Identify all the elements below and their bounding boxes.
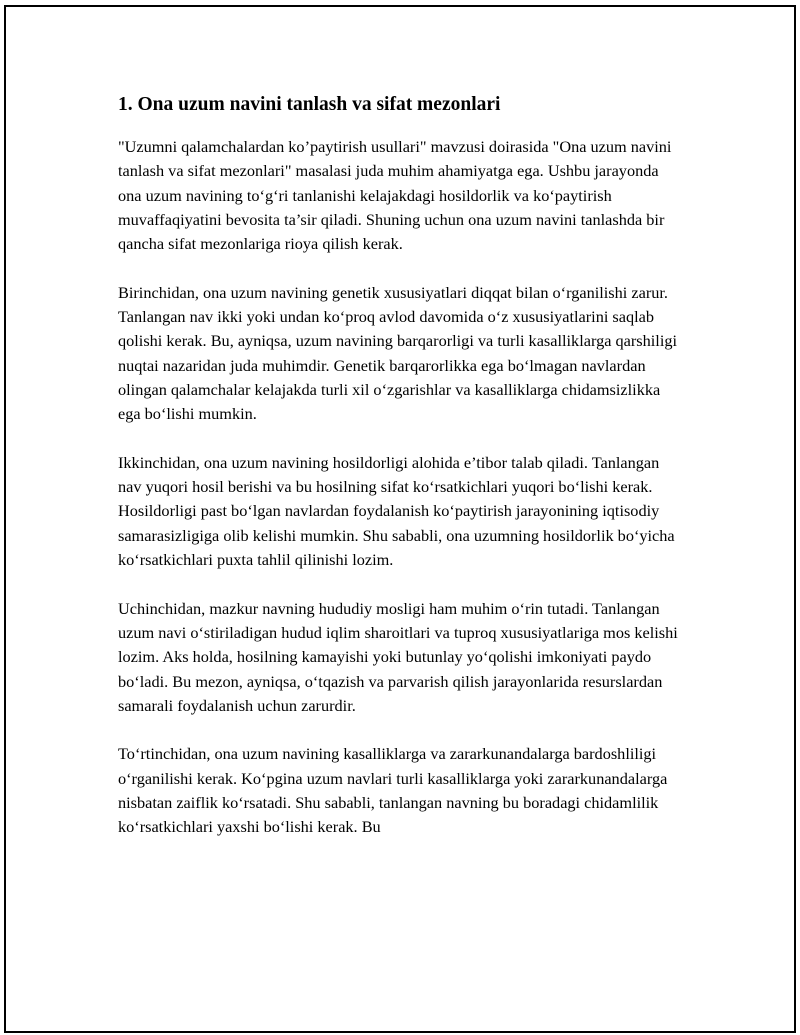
paragraph-second-criterion: Ikkinchidan, ona uzum navining hosildorligi alohida e’tibor talab qiladi. Tanlangan nav yuqori hosil berishi va bu hosilning sifat ko‘rsatkichlari yuqori bo‘lishi kerak. Hosildorligi past bo‘lgan navlardan foydalanish ko‘paytirish jarayonining iqtisodiy samarasizligiga olib kelishi mumkin. Shu sababli, ona uzumning hosildorlik bo‘yicha ko‘rsatkichlari puxta tahlil qilinishi lozim. — [118, 452, 675, 570]
paragraph-intro: "Uzumni qalamchalardan ko’paytirish usullari" mavzusi doirasida "Ona uzum navini tanlash va sifat mezonlari" masalasi juda muhim ahamiyatga ega. Ushbu jarayonda ona uzum navining to‘g‘ri tanlanishi kelajakdagi hosildorlik va ko‘paytirish muvaffaqiyatini bevosita ta’sir qiladi. Shuning uchun ona uzum navini tanlashda bir qancha sifat mezonlariga rioya qilish kerak. — [118, 137, 672, 254]
paragraph-first-criterion: Birinchidan, ona uzum navining genetik xususiyatlari diqqat bilan o‘rganilishi zarur. Tanlangan nav ikki yoki undan ko‘proq avlod davomida o‘z xususiyatlarini saqlab qolishi kerak. Bu, ayniqsa, uzum navining barqarorligi va turli kasalliklarga qarshiligi nuqtai nazaridan juda muhimdir. Genetik barqarorlikka ega bo‘lmagan navlardan olingan qalamchalar kelajakda turli xil o‘zgarishlar va kasalliklarga chidamsizlikka ega bo‘lishi mumkin. — [118, 282, 678, 424]
section-heading: 1. Ona uzum navini tanlash va sifat mezonlari — [118, 94, 501, 115]
paragraph-third-criterion: Uchinchidan, mazkur navning hududiy mosligi ham muhim o‘rin tutadi. Tanlangan uzum navi o‘stiriladigan hudud iqlim sharoitlari va tuproq xususiyatlariga mos kelishi lozim. Aks holda, hosilning kamayishi yoki butunlay yo‘qolishi imkoniyati paydo bo‘ladi. Bu mezon, ayniqsa, o‘tqazish va parvarish qilish jarayonlarida resurslardan samarali foydalanish uchun zarurdir. — [118, 598, 678, 715]
document-body — [118, 92, 680, 864]
paragraph-fourth-criterion: To‘rtinchidan, ona uzum navining kasalliklarga va zararkunandalarga bardoshliligi o‘rganilishi kerak. Ko‘pgina uzum navlari turli kasalliklarga yoki zararkunandalarga nisbatan zaiflik ko‘rsatadi. Shu sababli, tanlangan navning bu boradagi chidamlilik ko‘rsatkichlari yaxshi bo‘lishi kerak. Bu — [118, 744, 668, 837]
